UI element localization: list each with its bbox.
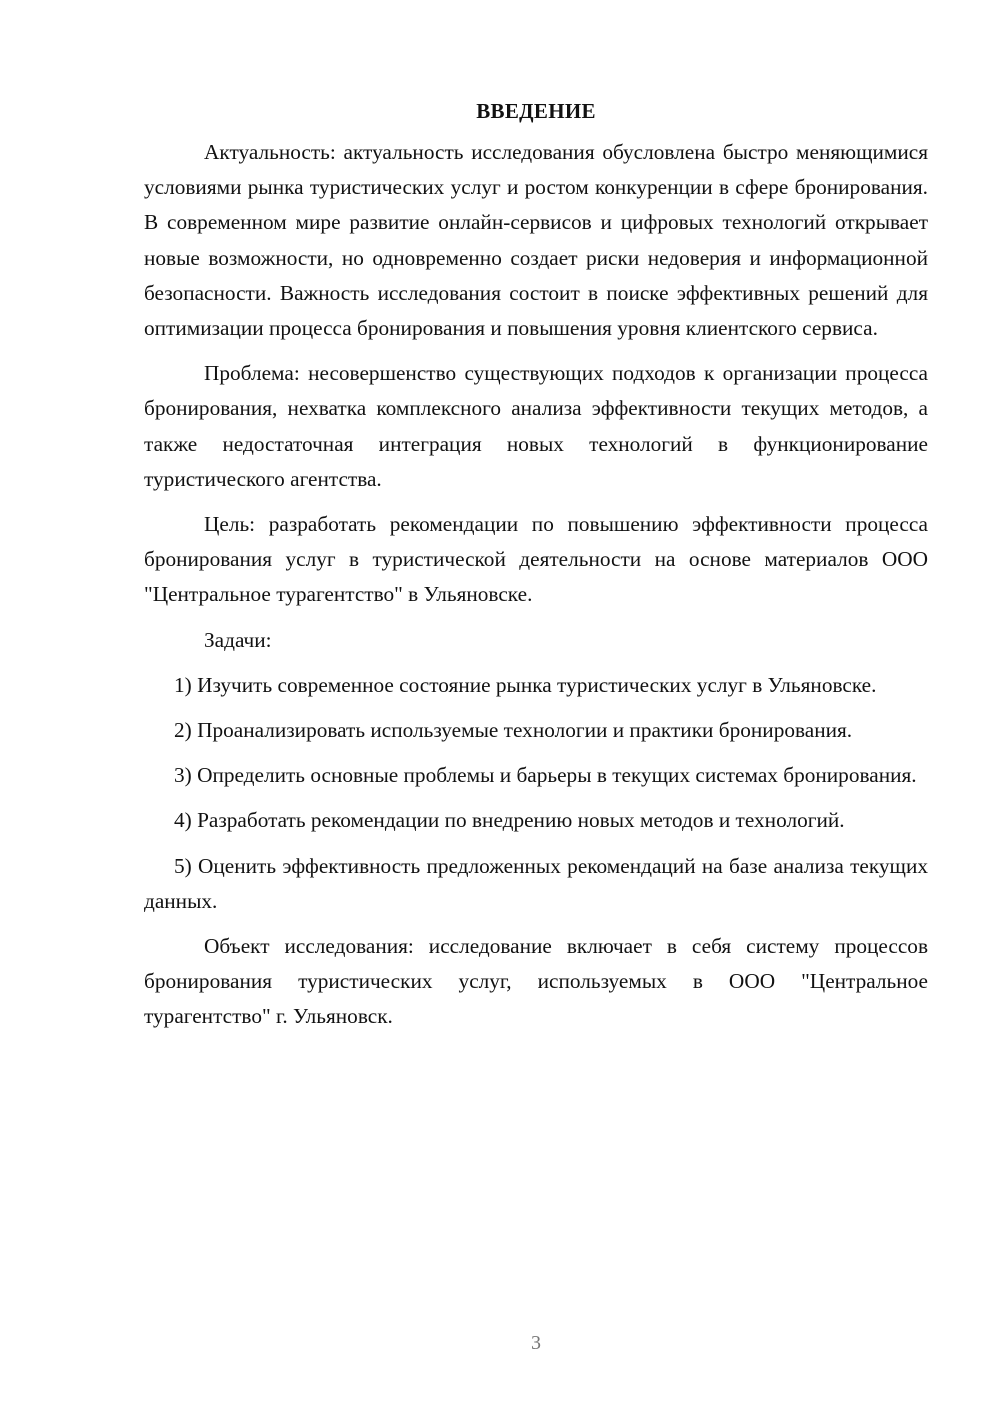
- paragraph-relevance: Актуальность: актуальность исследования обусловлена быстро меняющимися условиями рынка туристических услуг и ростом конкуренции в сфере бронирования. В современном мире развитие онлайн-сервисов и цифровых технологий открывает новые возможности, но одновременно создает риски недоверия и информационной безопасности. Важность исследования состоит в поиске эффективных решений для оптимизации процесса бронирования и повышения уровня клиентского сервиса.: [144, 140, 928, 341]
- list-item: 1) Изучить современное состояние рынка туристических услуг в Ульяновске.: [174, 672, 877, 697]
- list-item: 2) Проанализировать используемые технологии и практики бронирования.: [174, 718, 853, 743]
- section-heading: ВВЕДЕНИЕ: [476, 99, 596, 123]
- list-item: 5) Оценить эффективность предложенных рекомендаций на базе анализа текущих данных.: [144, 853, 928, 913]
- tasks-list: [144, 668, 928, 919]
- page-number: 3: [531, 1332, 541, 1354]
- paragraph-problem: Проблема: несовершенство существующих подходов к организации процесса бронирования, нехватка комплексного анализа эффективности текущих методов, а также недостаточная интеграция новых технологий в функционирование туристического агентства.: [144, 361, 928, 491]
- list-item: 4) Разработать рекомендации по внедрению новых методов и технологий.: [174, 808, 845, 833]
- list-item: 3) Определить основные проблемы и барьеры в текущих системах бронирования.: [174, 763, 917, 788]
- tasks-label: Задачи:: [204, 627, 272, 652]
- document-page: [144, 96, 928, 1045]
- paragraph-goal: Цель: разработать рекомендации по повышению эффективности процесса бронирования услуг в туристической деятельности на основе материалов ООО "Центральное турагентство" в Ульяновске.: [144, 512, 928, 607]
- paragraph-object: Объект исследования: исследование включает в себя систему процессов бронирования туристических услуг, используемых в ООО "Центральное турагентство" г. Ульяновск.: [144, 934, 928, 1029]
